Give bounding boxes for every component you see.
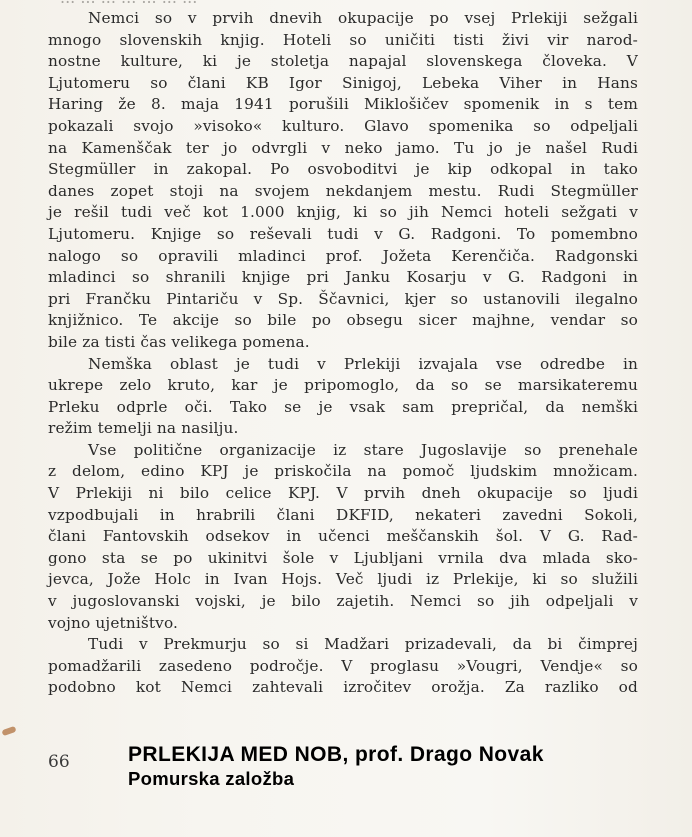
- text-line: podobno kot Nemci zahtevali izročitev orožja. Za razliko od: [48, 678, 638, 697]
- text-line: bile za tisti čas velikega pomena.: [48, 332, 310, 351]
- page-number: 66: [48, 752, 70, 772]
- text-line: mnogo slovenskih knjig. Hoteli so uničiti tisti živi vir narod-: [48, 30, 638, 49]
- text-line: Nemška oblast je tudi v Prlekiji izvajala vse odredbe in: [88, 354, 638, 373]
- text-line: člani Fantovskih odsekov in učenci meščanskih šol. V G. Rad-: [48, 527, 638, 546]
- paragraph-3: [48, 440, 638, 634]
- text-line: Ljutomeru so člani KB Igor Sinigoj, Lebeka Viher in Hans: [48, 73, 638, 92]
- text-line: Nemci so v prvih dnevih okupacije po vsej Prlekiji sežgali: [88, 9, 638, 27]
- text-line: režim temelji na nasilju.: [48, 419, 239, 438]
- cut-off-text: [60, 0, 480, 7]
- text-line: danes zopet stoji na svojem nekdanjem mestu. Rudi Stegmüller: [48, 181, 638, 200]
- text-line: nalogo so opravili mladinci prof. Jožeta Kerenčiča. Radgonski: [48, 246, 638, 265]
- text-line: pri Frančku Pintariču v Sp. Ščavnici, kjer so ustanovili ilegalno: [48, 289, 638, 308]
- text-line: vzpodbujali in hrabrili člani DKFID, nekateri zavedni Sokoli,: [48, 505, 638, 524]
- text-line: v jugoslovanski vojski, je bilo zajetih. Nemci so jih odpeljali v: [48, 592, 638, 611]
- text-line: knjižnico. Te akcije so bile po obsegu sicer majhne, vendar so: [48, 311, 638, 330]
- text-line: Tudi v Prekmurju so si Madžari prizadevali, da bi čimprej: [88, 635, 638, 654]
- text-line: ukrepe zelo kruto, kar je pripomoglo, da so se marsikateremu: [48, 376, 638, 395]
- text-line: nostne kulture, ki je stoletja napajal slovenskega človeka. V: [48, 52, 638, 71]
- book-caption: [128, 743, 544, 791]
- caption-publisher: Pomurska založba: [128, 768, 295, 789]
- text-line: gono sta se po ukinitvi šole v Ljubljani vrnila dva mlada sko-: [48, 548, 638, 567]
- text-line: pomadžarili zasedeno področje. V proglasu »Vougri, Vendje« so: [48, 656, 638, 675]
- caption-title: PRLEKIJA MED NOB, prof. Drago Novak: [128, 743, 544, 766]
- text-line: Vse politične organizacije iz stare Jugoslavije so prenehale: [88, 440, 638, 459]
- text-line: z delom, edino KPJ je priskočila na pomoč ljudskim množicam.: [48, 462, 638, 481]
- text-line: na Kamenščak ter jo odvrgli v neko jamo. Tu jo je našel Rudi: [48, 138, 638, 157]
- text-line: Prleku odprle oči. Tako se je vsak sam prepričal, da nemški: [48, 397, 638, 416]
- text-line: Stegmüller in zakopal. Po osvoboditvi je kip odkopal in tako: [48, 160, 638, 179]
- text-line: V Prlekiji ni bilo celice KPJ. V prvih dneh okupacije so ljudi: [48, 484, 638, 503]
- text-line: Haring že 8. maja 1941 porušili Miklošičev spomenik in s tem: [48, 95, 638, 114]
- paragraph-1: [48, 8, 638, 354]
- body-text: [48, 8, 638, 699]
- paragraph-2: [48, 354, 638, 440]
- text-line: je rešil tudi več kot 1.000 knjig, ki so jih Nemci hoteli sežgati v: [48, 203, 638, 222]
- text-line: pokazali svojo »visoko« kulturo. Glavo spomenika so odpeljali: [48, 116, 638, 135]
- text-line: Ljutomeru. Knjige so reševali tudi v G. Radgoni. To pomembno: [48, 224, 638, 243]
- paragraph-4: [48, 634, 638, 699]
- text-line: mladinci so shranili knjige pri Janku Kosarju v G. Radgoni in: [48, 268, 638, 287]
- margin-mark: [1, 726, 16, 736]
- text-line: vojno ujetništvo.: [48, 613, 179, 632]
- text-line: jevca, Jože Holc in Ivan Hojs. Več ljudi iz Prlekije, ki so služili: [48, 570, 638, 589]
